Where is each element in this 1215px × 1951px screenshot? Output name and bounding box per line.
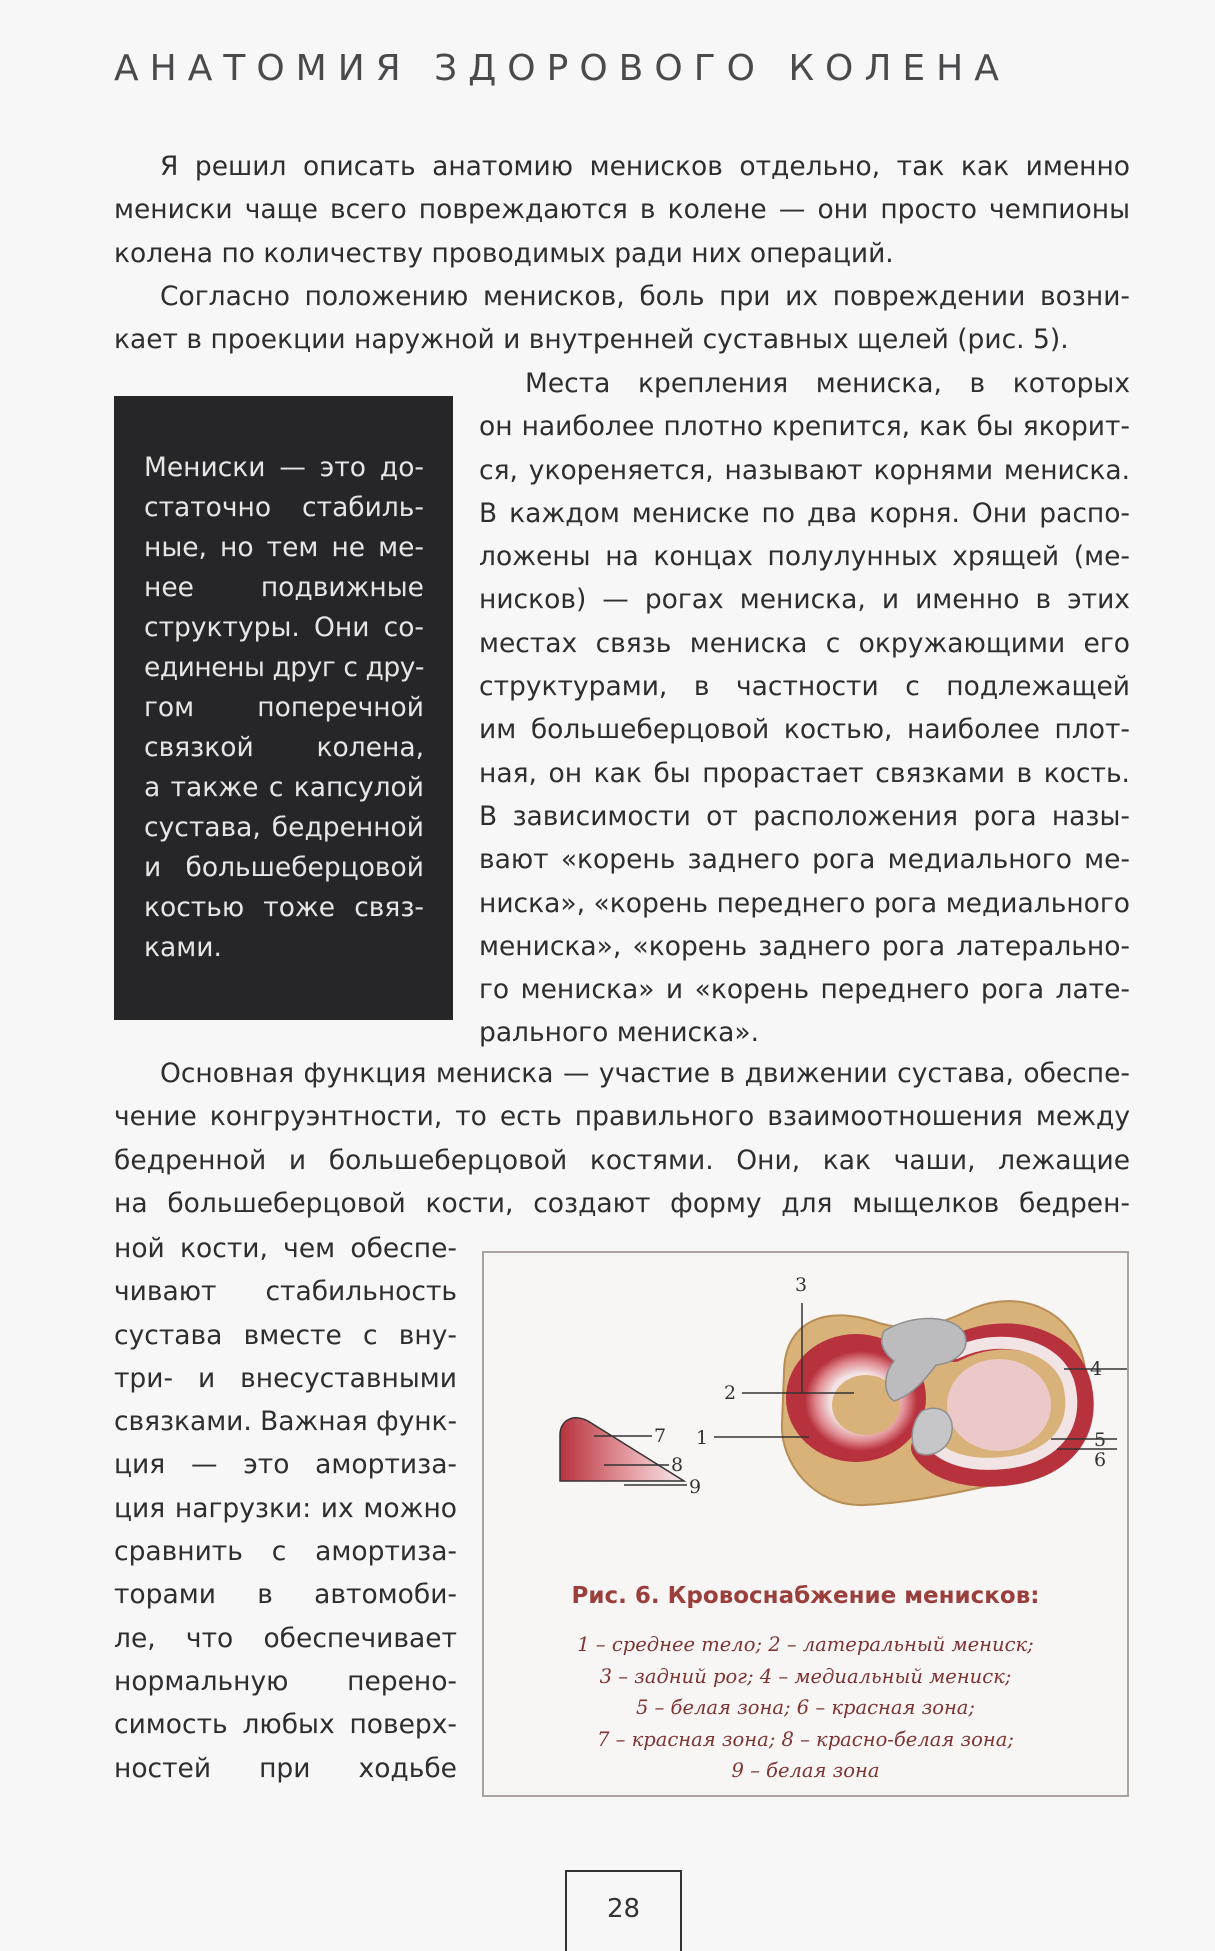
figure-label-5: 5 <box>1094 1429 1107 1451</box>
chapter-header: АНАТОМИЯ ЗДОРОВОГО КОЛЕНА <box>114 48 1010 89</box>
text-line: Основная функция мениска — участие в движении сустава, обеспе- <box>160 1058 1130 1089</box>
text-line: ниска», «корень переднего рога медиального <box>479 887 1130 919</box>
meniscus-figure <box>482 1251 1129 1797</box>
text-line: чивают стабильность <box>114 1276 457 1308</box>
text-line: бедренной и большеберцовой костями. Они, как чаши, лежащие <box>114 1144 1130 1176</box>
caption-line: 1 – среднее тело; 2 – латеральный мениск; <box>577 1633 1034 1656</box>
figure-label-1: 1 <box>696 1427 709 1449</box>
text-line: В зависимости от расположения рога назы- <box>479 800 1130 832</box>
callout-line: статочно стабиль- <box>144 492 424 523</box>
text-line: им большеберцовой костью, наиболее плот- <box>479 714 1130 746</box>
text-line: нормальную перено- <box>114 1665 457 1697</box>
text-line: ная, он как бы прорастает связками в кость. <box>479 757 1130 789</box>
callout-line: ками. <box>144 932 222 963</box>
callout-line: нее подвижные <box>144 572 424 603</box>
callout-box <box>114 396 453 1020</box>
text-line: чение конгруэнтности, то есть правильного взаимоотношения между <box>114 1101 1130 1133</box>
callout-line: ные, но тем не ме- <box>144 532 424 563</box>
caption-line: 5 – белая зона; 6 – красная зона; <box>636 1696 975 1719</box>
text-line: он наиболее плотно крепится, как бы якорит- <box>479 411 1130 443</box>
callout-line: а также с капсулой <box>144 772 424 803</box>
text-line: нисков) — рогах мениска, и именно в этих <box>479 584 1130 616</box>
figure-label-7: 7 <box>654 1425 667 1447</box>
text-line: ной кости, чем обеспе- <box>114 1233 457 1264</box>
caption-line: 7 – красная зона; 8 – красно-белая зона; <box>597 1727 1014 1751</box>
text-line: В каждом мениске по два корня. Они распо- <box>479 497 1130 529</box>
text-line: сустава вместе с вну- <box>114 1319 457 1351</box>
text-line: связками. Важная функ- <box>114 1406 457 1438</box>
text-line: ся, укореняется, называют корнями мениска. <box>479 454 1130 486</box>
text-line: ле, что обеспечивает <box>114 1622 457 1654</box>
text-line: сравнить с амортиза- <box>114 1536 457 1568</box>
callout-line: связкой колена, <box>144 732 424 763</box>
text-line: мениски чаще всего повреждаются в колене — они просто чемпионы <box>114 194 1130 226</box>
page-number: 28 <box>606 1894 641 1924</box>
callout-line: гом поперечной <box>144 692 424 723</box>
figure-label-2: 2 <box>724 1382 737 1404</box>
text-line: мениска», «корень заднего рога латерально- <box>479 930 1130 962</box>
text-line: торами в автомоби- <box>114 1579 457 1611</box>
callout-line: костью тоже связ- <box>144 892 424 923</box>
figure-label-6: 6 <box>1094 1449 1107 1471</box>
text-line: симость любых поверх- <box>114 1709 457 1741</box>
text-line: ностей при ходьбе <box>114 1752 457 1784</box>
figure-caption <box>484 1629 1127 1787</box>
callout-line: сустава, бедренной <box>144 812 424 843</box>
text-line: Согласно положению менисков, боль при их повреждении возни- <box>160 280 1130 312</box>
text-line: на большеберцовой кости, создают форму для мыщелков бедрен- <box>114 1187 1130 1219</box>
page-number-box <box>565 1870 682 1951</box>
callout-line: структуры. Они со- <box>144 612 424 643</box>
text-line: колена по количеству проводимых ради них операций. <box>114 237 894 269</box>
left-column-text <box>114 1227 457 1790</box>
main-paragraph <box>114 1052 1130 1225</box>
callout-line: Мениски — это до- <box>144 452 424 483</box>
intro-text <box>114 145 1130 361</box>
text-line: ция нагрузки: их можно <box>114 1492 457 1524</box>
text-line: Я решил описать анатомию менисков отдельно, так как именно <box>160 151 1130 182</box>
text-line: структурами, в частности с подлежащей <box>479 671 1130 703</box>
callout-line: единены друг с дру- <box>144 652 424 683</box>
text-line: рального мениска». <box>479 1017 760 1049</box>
right-column-text <box>479 362 1130 1055</box>
callout-line: и большеберцовой <box>144 852 424 883</box>
caption-line: 3 – задний рог; 4 – медиальный мениск; <box>599 1664 1012 1688</box>
intro-paragraph-2 <box>114 275 1130 362</box>
text-line: три- и внесуставными <box>114 1362 457 1394</box>
text-line: Места крепления мениска, в которых <box>525 368 1130 399</box>
callout-text <box>144 448 424 968</box>
text-line: кает в проекции наружной и внутренней суставных щелей (рис. 5). <box>114 324 1069 356</box>
text-line: ция — это амортиза- <box>114 1449 457 1481</box>
text-line: го мениска» и «корень переднего рога лате- <box>479 974 1130 1006</box>
figure-label-8: 8 <box>671 1454 684 1476</box>
intro-paragraph-1 <box>114 145 1130 275</box>
figure-title: Рис. 6. Кровоснабжение менисков: <box>571 1583 1040 1609</box>
text-line: вают «корень заднего рога медиального ме- <box>479 844 1130 876</box>
text-line: ложены на концах полулунных хрящей (ме- <box>479 541 1130 573</box>
figure-label-4: 4 <box>1090 1358 1103 1380</box>
caption-line: 9 – белая зона <box>731 1759 880 1782</box>
figure-label-3: 3 <box>795 1274 808 1296</box>
text-line: местах связь мениска с окружающими его <box>479 627 1130 659</box>
figure-label-9: 9 <box>689 1476 702 1498</box>
